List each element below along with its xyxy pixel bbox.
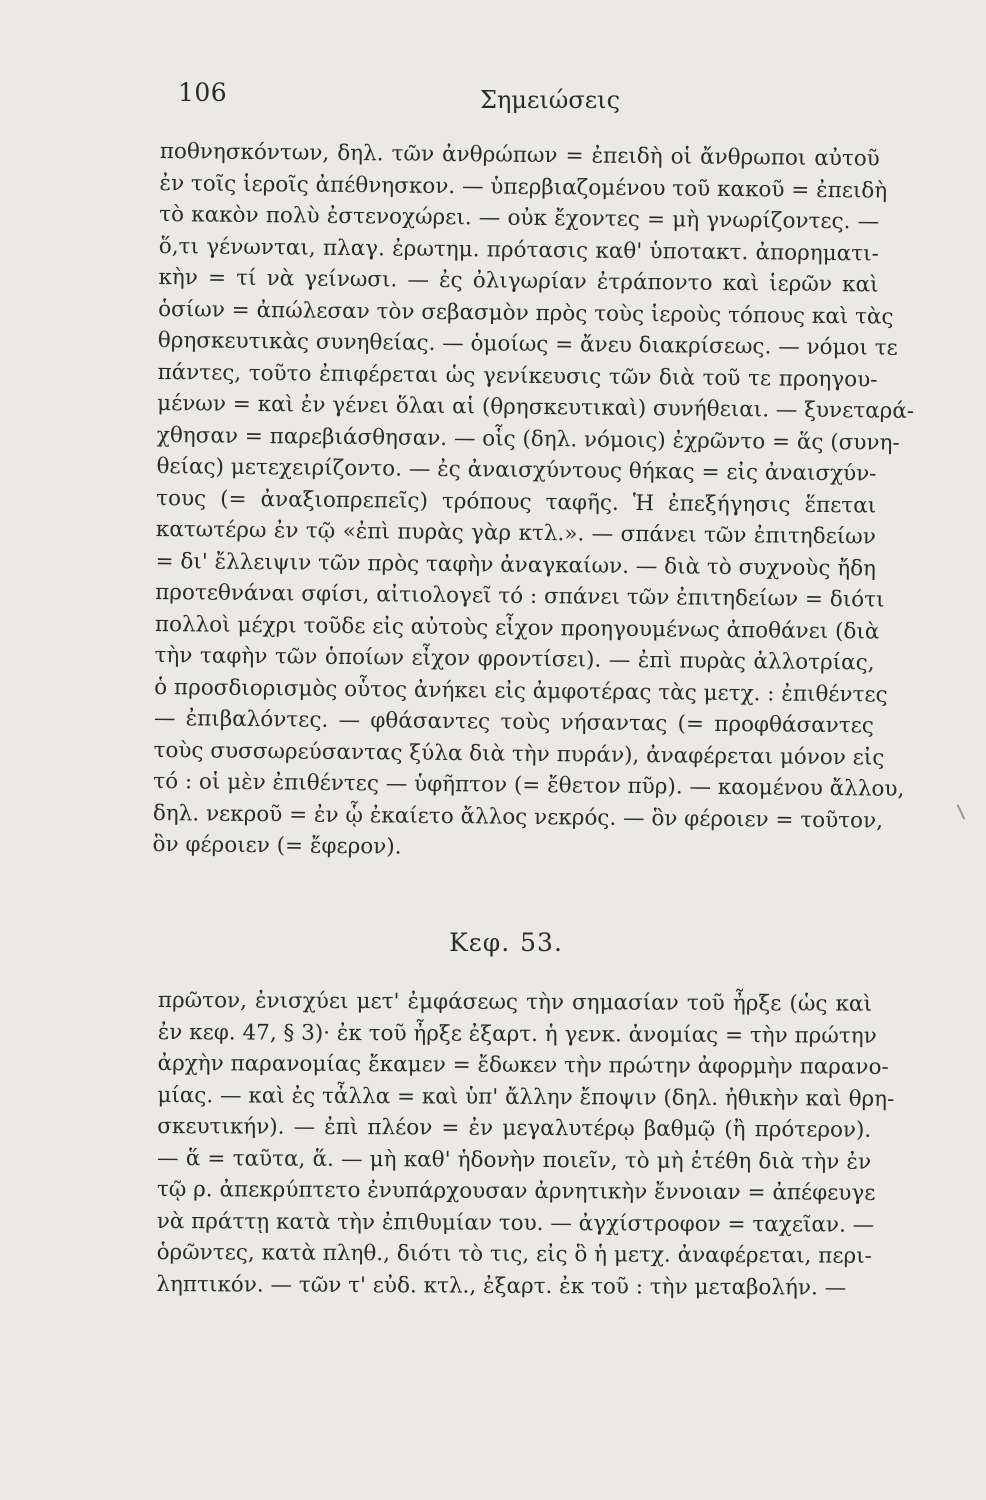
- text-line: πολλοὶ μέχρι τοῦδε εἰς αὐτοὺς εἶχον προηγουμένως ἀποθάνει (διὰ: [154, 611, 880, 645]
- text-line: ποθνησκόντων, δηλ. τῶν ἀνθρώπων = ἐπειδὴ οἱ ἄνθρωποι αὐτοῦ: [159, 138, 880, 172]
- chapter-heading: [0, 928, 986, 957]
- text-line: τῷ ρ. ἀπεκρύπτετο ἐνυπάρχουσαν ἀρνητικὴν ἔννοιαν = ἀπέφευγε: [156, 1176, 876, 1206]
- notes-section-2: [156, 985, 895, 1304]
- text-line: ἐν τοῖς ἱεροῖς ἀπέθνησκον. — ὑπερβιαζομένου τοῦ κακοῦ = ἐπειδὴ: [159, 170, 888, 204]
- text-line: προτεθνάναι σφίσι, αἰτιολογεῖ τό : σπάνει τῶν ἐπιτηδείων = διότι: [155, 579, 885, 613]
- text-line: ἀρχὴν παρανομίας ἔκαμεν = ἔδωκεν τὴν πρώτην ἀφορμὴν παρανο-: [157, 1050, 889, 1080]
- text-line: τους (= ἀναξιοπρεπεῖς) τρόπους ταφῆς. Ἡ ἐπεξήγησις ἕπεται: [156, 485, 877, 519]
- text-line: κατωτέρω ἐν τῷ «ἐπὶ πυρὰς γὰρ κτλ.». — σπάνει τῶν ἐπιτηδείων: [155, 516, 876, 550]
- text-line: πάντες, τοῦτο ἐπιφέρεται ὡς γενίκευσις τῶν διὰ τοῦ τε προηγου-: [157, 359, 878, 393]
- text-line: — ἐπιβαλόντες. — φθάσαντες τοὺς νήσαντας (= προφθάσαντες: [153, 705, 874, 739]
- text-line: κὴν = τί νὰ γείνωσι. — ἐς ὀλιγωρίαν ἐτράποντο καὶ ἱερῶν καὶ: [158, 264, 879, 298]
- text-line: θρησκευτικὰς συνηθείας. — ὁμοίως = ἄνευ διακρίσεως. — νόμοι τε: [157, 327, 898, 361]
- text-line: — ἅ = ταῦτα, ἅ. — μὴ καθ' ἡδονὴν ποιεῖν, τὸ μὴ ἐτέθη διὰ τὴν ἐν: [157, 1145, 872, 1175]
- chapter-abbr: Κεφ.: [449, 928, 511, 957]
- running-head: Σημειώσεις: [480, 86, 621, 114]
- margin-mark: [957, 804, 966, 819]
- text-line: πρῶτον, ἐνισχύει μετ' ἐμφάσεως τὴν σημασίαν τοῦ ἦρξε (ὡς καὶ: [157, 987, 872, 1017]
- text-line: μίας. — καὶ ἐς τἆλλα = καὶ ὑπ' ἄλλην ἔποψιν (δηλ. ἠθικὴν καὶ θρη-: [157, 1082, 895, 1112]
- text-line: σκευτικήν). — ἐπὶ πλέον = ἐν μεγαλυτέρῳ βαθμῷ (ἢ πρότερον).: [157, 1113, 872, 1143]
- text-line: θείας) μετεχειρίζοντο. — ἐς ἀναισχύντους θήκας = εἰς ἀναισχύν-: [156, 453, 877, 487]
- text-line: τὸ κακὸν πολὺ ἐστενοχώρει. — οὐκ ἔχοντες = μὴ γνωρίζοντες. —: [159, 201, 880, 235]
- text-line: τὴν ταφὴν τῶν ὁποίων εἶχον φροντίσει). — ἐπὶ πυρὰς ἀλλοτρίας,: [154, 642, 875, 676]
- text-line: ὅ,τι γένωνται, πλαγ. ἐρωτημ. πρότασις καθ' ὑποτακτ. ἀπορηματι-: [158, 233, 879, 267]
- text-line: = δι' ἔλλειψιν τῶν πρὸς ταφὴν ἀναγκαίων. — διὰ τὸ συχνοὺς ἤδη: [155, 548, 877, 582]
- text-line: χθησαν = παρεβιάσθησαν. — οἷς (δηλ. νόμοις) ἐχρῶντο = ἅς (συνη-: [156, 422, 900, 456]
- text-line: ὁ προσδιορισμὸς οὗτος ἀνήκει εἰς ἀμφοτέρας τὰς μετχ. : ἐπιθέντες: [154, 674, 888, 708]
- page-number: 106: [178, 78, 228, 107]
- text-line: νὰ πράττῃ κατὰ τὴν ἐπιθυμίαν του. — ἀγχίστροφον = ταχεῖαν. —: [156, 1208, 875, 1238]
- text-line: μένων = καὶ ἐν γένει ὅλαι αἱ (θρησκευτικαὶ) συνήθειαι. — ξυνεταρά-: [157, 390, 915, 424]
- text-line: τοὺς συσσωρεύσαντας ξύλα διὰ τὴν πυράν), ἀναφέρεται μόνον εἰς: [153, 737, 885, 771]
- text-line: ὁσίων = ἀπώλεσαν τὸν σεβασμὸν πρὸς τοὺς ἱεροὺς τόπους καὶ τὰς: [158, 296, 894, 330]
- text-line: ἐν κεφ. 47, § 3)· ἐκ τοῦ ἦρξε ἐξαρτ. ἡ γενκ. ἀνομίας = τὴν πρώτην: [157, 1019, 877, 1049]
- text-line: ὃν φέροιεν (= ἔφερον).: [152, 831, 402, 860]
- text-line: τό : οἱ μὲν ἐπιθέντες — ὑφῆπτον (= ἔθετον πῦρ). — καομένου ἄλλου,: [153, 768, 905, 802]
- notes-section-1: [152, 136, 915, 868]
- text-line: ληπτικόν. — τῶν τ' εὐδ. κτλ., ἐξαρτ. ἐκ τοῦ : τὴν μεταβολήν. —: [156, 1271, 847, 1301]
- text-line: δηλ. νεκροῦ = ἐν ᾧ ἐκαίετο ἄλλος νεκρός. — ὃν φέροιεν = τοῦτον,: [152, 800, 884, 834]
- page-header: [0, 78, 986, 118]
- chapter-number: 53.: [520, 928, 563, 957]
- text-line: ὁρῶντες, κατὰ πληθ., διότι τὸ τις, εἰς ὃ ἡ μετχ. ἀναφέρεται, περι-: [156, 1239, 872, 1269]
